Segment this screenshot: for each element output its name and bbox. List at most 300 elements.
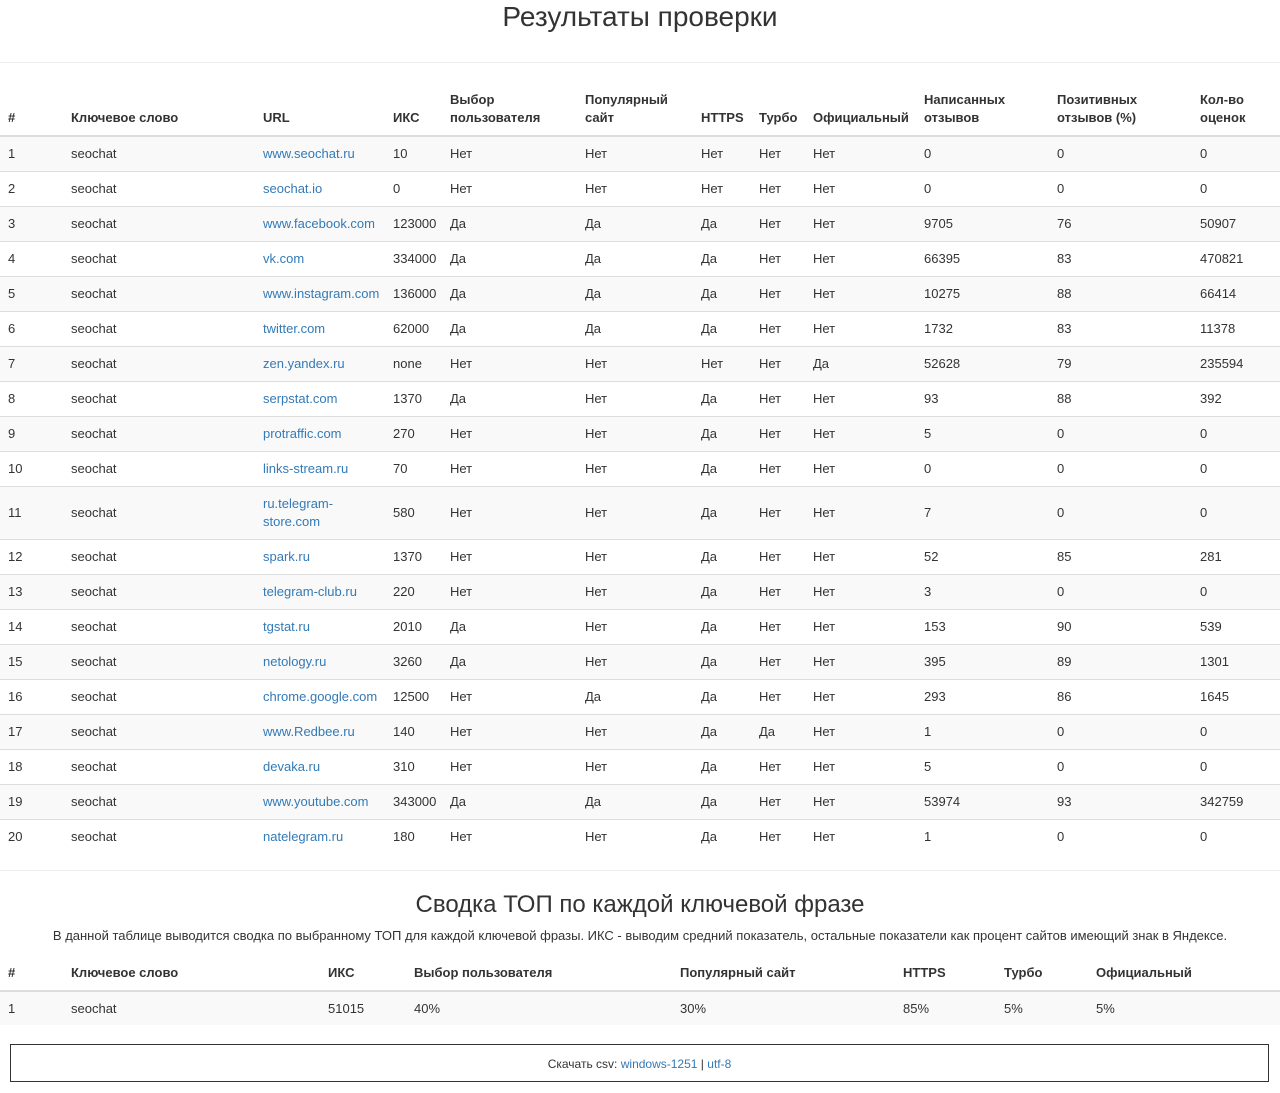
cell-official: Нет (805, 451, 916, 486)
cell-url (255, 644, 385, 679)
table-row (0, 451, 1280, 486)
cell-ratings: 342759 (1192, 784, 1280, 819)
cell-positive: 0 (1049, 819, 1192, 854)
cell-https: Да (693, 819, 751, 854)
cell-ratings: 66414 (1192, 276, 1280, 311)
cell-iks: 0 (385, 171, 442, 206)
cell-user-choice: Да (442, 276, 577, 311)
cell-positive: 0 (1049, 749, 1192, 784)
cell-https: Да (693, 784, 751, 819)
cell-url (255, 574, 385, 609)
summary-cell-turbo: 5% (996, 991, 1088, 1025)
cell-official: Нет (805, 311, 916, 346)
cell-iks: 140 (385, 714, 442, 749)
cell-ratings: 50907 (1192, 206, 1280, 241)
cell-keyword: seochat (63, 539, 255, 574)
cell-keyword: seochat (63, 171, 255, 206)
cell-reviews: 5 (916, 416, 1049, 451)
cell-ratings: 235594 (1192, 346, 1280, 381)
cell-popular: Да (577, 679, 693, 714)
cell-iks: 136000 (385, 276, 442, 311)
cell-official: Нет (805, 679, 916, 714)
cell-turbo: Нет (751, 819, 805, 854)
summary-note: В данной таблице выводится сводка по выбранному ТОП для каждой ключевой фразы. ИКС - выводим средний показатель, остальные показатели как процент сайтов имеющий знак в Яндексе. (52, 928, 1228, 943)
url-link[interactable]: www.seochat.ru (263, 145, 355, 161)
cell-reviews: 0 (916, 171, 1049, 206)
cell-ratings: 1645 (1192, 679, 1280, 714)
cell-popular: Да (577, 241, 693, 276)
cell-num: 7 (0, 346, 63, 381)
table-row (0, 644, 1280, 679)
cell-ratings: 392 (1192, 381, 1280, 416)
cell-iks: 1370 (385, 539, 442, 574)
col-turbo-header: Турбо (751, 88, 805, 136)
cell-reviews: 66395 (916, 241, 1049, 276)
cell-turbo: Нет (751, 609, 805, 644)
cell-user-choice: Нет (442, 416, 577, 451)
table-row (0, 171, 1280, 206)
cell-popular: Нет (577, 574, 693, 609)
url-link[interactable]: www.instagram.com (263, 285, 380, 301)
cell-popular: Нет (577, 486, 693, 539)
table-row (0, 346, 1280, 381)
cell-ratings: 0 (1192, 486, 1280, 539)
table-row (0, 679, 1280, 714)
cell-num: 13 (0, 574, 63, 609)
url-link[interactable]: natelegram.ru (263, 828, 344, 844)
cell-positive: 83 (1049, 311, 1192, 346)
cell-url (255, 749, 385, 784)
cell-popular: Нет (577, 819, 693, 854)
cell-ratings: 0 (1192, 171, 1280, 206)
cell-user-choice: Нет (442, 486, 577, 539)
cell-official: Нет (805, 206, 916, 241)
cell-iks: 220 (385, 574, 442, 609)
cell-turbo: Нет (751, 539, 805, 574)
table-row (0, 609, 1280, 644)
cell-ratings: 1301 (1192, 644, 1280, 679)
cell-https: Да (693, 381, 751, 416)
cell-turbo: Нет (751, 451, 805, 486)
url-link[interactable]: serpstat.com (263, 390, 338, 406)
summary-keyword-header: Ключевое слово (63, 961, 320, 991)
results-header-row (0, 88, 1280, 136)
divider (0, 870, 1280, 871)
cell-reviews: 1732 (916, 311, 1049, 346)
cell-ratings: 281 (1192, 539, 1280, 574)
table-row (0, 206, 1280, 241)
cell-turbo: Нет (751, 346, 805, 381)
summary-cell-num: 1 (0, 991, 63, 1025)
cell-url (255, 276, 385, 311)
cell-official: Нет (805, 574, 916, 609)
cell-reviews: 1 (916, 714, 1049, 749)
cell-iks: 10 (385, 136, 442, 171)
cell-ratings: 470821 (1192, 241, 1280, 276)
cell-turbo: Нет (751, 311, 805, 346)
summary-official-header: Официальный (1088, 961, 1280, 991)
col-url-header: URL (255, 88, 385, 136)
cell-popular: Нет (577, 539, 693, 574)
cell-user-choice: Нет (442, 749, 577, 784)
download-utf8-link[interactable]: utf-8 (707, 1057, 732, 1071)
cell-num: 5 (0, 276, 63, 311)
cell-user-choice: Да (442, 609, 577, 644)
cell-turbo: Нет (751, 206, 805, 241)
cell-https: Да (693, 609, 751, 644)
table-row (0, 539, 1280, 574)
cell-url (255, 539, 385, 574)
cell-iks: none (385, 346, 442, 381)
cell-official: Нет (805, 486, 916, 539)
cell-turbo: Нет (751, 416, 805, 451)
cell-reviews: 0 (916, 136, 1049, 171)
cell-url (255, 784, 385, 819)
cell-num: 20 (0, 819, 63, 854)
cell-https: Да (693, 749, 751, 784)
cell-turbo: Нет (751, 749, 805, 784)
cell-reviews: 53974 (916, 784, 1049, 819)
col-https-header: HTTPS (693, 88, 751, 136)
cell-official: Нет (805, 819, 916, 854)
cell-popular: Да (577, 276, 693, 311)
cell-user-choice: Да (442, 311, 577, 346)
table-row (0, 784, 1280, 819)
cell-official: Нет (805, 784, 916, 819)
cell-official: Нет (805, 749, 916, 784)
cell-popular: Нет (577, 136, 693, 171)
cell-https: Да (693, 679, 751, 714)
cell-ratings: 0 (1192, 136, 1280, 171)
summary-https-header: HTTPS (895, 961, 996, 991)
cell-positive: 86 (1049, 679, 1192, 714)
cell-url (255, 679, 385, 714)
cell-https: Да (693, 416, 751, 451)
cell-official: Нет (805, 609, 916, 644)
cell-reviews: 9705 (916, 206, 1049, 241)
cell-num: 12 (0, 539, 63, 574)
cell-user-choice: Нет (442, 346, 577, 381)
cell-iks: 343000 (385, 784, 442, 819)
summary-user-choice-header: Выбор пользователя (406, 961, 672, 991)
cell-official: Нет (805, 539, 916, 574)
url-link[interactable]: vk.com (263, 250, 305, 266)
cell-positive: 90 (1049, 609, 1192, 644)
cell-turbo: Нет (751, 679, 805, 714)
cell-positive: 0 (1049, 714, 1192, 749)
url-link[interactable]: netology.ru (263, 653, 327, 669)
cell-url (255, 819, 385, 854)
url-link[interactable]: www.youtube.com (263, 793, 369, 809)
table-row (0, 819, 1280, 854)
cell-user-choice: Нет (442, 574, 577, 609)
summary-title: Сводка ТОП по каждой ключевой фразе (415, 891, 865, 918)
cell-keyword: seochat (63, 644, 255, 679)
cell-num: 16 (0, 679, 63, 714)
download-csv-box (10, 1044, 1269, 1082)
summary-cell-popular: 30% (672, 991, 895, 1025)
cell-user-choice: Нет (442, 819, 577, 854)
cell-ratings: 539 (1192, 609, 1280, 644)
cell-url (255, 486, 385, 539)
cell-num: 11 (0, 486, 63, 539)
cell-turbo: Нет (751, 644, 805, 679)
cell-keyword: seochat (63, 609, 255, 644)
cell-turbo: Нет (751, 136, 805, 171)
cell-user-choice: Да (442, 644, 577, 679)
cell-user-choice: Да (442, 381, 577, 416)
cell-iks: 3260 (385, 644, 442, 679)
cell-https: Да (693, 451, 751, 486)
cell-reviews: 293 (916, 679, 1049, 714)
cell-iks: 62000 (385, 311, 442, 346)
cell-ratings: 0 (1192, 819, 1280, 854)
cell-ratings: 0 (1192, 451, 1280, 486)
cell-https: Нет (693, 136, 751, 171)
cell-popular: Нет (577, 644, 693, 679)
cell-positive: 79 (1049, 346, 1192, 381)
cell-reviews: 395 (916, 644, 1049, 679)
cell-url (255, 381, 385, 416)
url-link[interactable]: twitter.com (263, 320, 326, 336)
summary-popular-header: Популярный сайт (672, 961, 895, 991)
cell-num: 1 (0, 136, 63, 171)
url-link[interactable]: chrome.google.com (263, 688, 378, 704)
cell-https: Да (693, 241, 751, 276)
cell-positive: 0 (1049, 171, 1192, 206)
cell-positive: 0 (1049, 486, 1192, 539)
cell-official: Нет (805, 714, 916, 749)
cell-turbo: Нет (751, 486, 805, 539)
cell-iks: 1370 (385, 381, 442, 416)
cell-user-choice: Нет (442, 714, 577, 749)
cell-popular: Да (577, 784, 693, 819)
cell-num: 15 (0, 644, 63, 679)
url-link[interactable]: www.facebook.com (263, 215, 375, 231)
cell-num: 10 (0, 451, 63, 486)
cell-reviews: 7 (916, 486, 1049, 539)
cell-url (255, 136, 385, 171)
cell-num: 19 (0, 784, 63, 819)
url-link[interactable]: links-stream.ru (263, 460, 349, 476)
url-link[interactable]: ru.telegram-store.com (263, 495, 334, 529)
cell-url (255, 451, 385, 486)
cell-https: Да (693, 574, 751, 609)
divider (0, 62, 1280, 63)
cell-user-choice: Нет (442, 539, 577, 574)
summary-cell-official: 5% (1088, 991, 1280, 1025)
cell-positive: 83 (1049, 241, 1192, 276)
cell-popular: Нет (577, 749, 693, 784)
url-link[interactable]: telegram-club.ru (263, 583, 357, 599)
cell-popular: Да (577, 206, 693, 241)
url-link[interactable]: devaka.ru (263, 758, 321, 774)
cell-url (255, 714, 385, 749)
cell-official: Нет (805, 276, 916, 311)
cell-https: Да (693, 311, 751, 346)
cell-turbo: Нет (751, 276, 805, 311)
cell-positive: 0 (1049, 416, 1192, 451)
cell-keyword: seochat (63, 451, 255, 486)
cell-popular: Нет (577, 346, 693, 381)
cell-num: 17 (0, 714, 63, 749)
cell-user-choice: Нет (442, 136, 577, 171)
cell-positive: 85 (1049, 539, 1192, 574)
cell-official: Нет (805, 416, 916, 451)
col-positive-header: Позитивных отзывов (%) (1049, 88, 1192, 136)
cell-keyword: seochat (63, 784, 255, 819)
cell-official: Нет (805, 136, 916, 171)
cell-turbo: Нет (751, 784, 805, 819)
cell-keyword: seochat (63, 679, 255, 714)
cell-https: Да (693, 539, 751, 574)
table-row (0, 241, 1280, 276)
cell-https: Нет (693, 171, 751, 206)
cell-user-choice: Да (442, 241, 577, 276)
cell-keyword: seochat (63, 136, 255, 171)
cell-url (255, 171, 385, 206)
cell-popular: Нет (577, 714, 693, 749)
results-table (0, 88, 1280, 854)
col-user-choice-header: Выбор пользователя (442, 88, 577, 136)
url-link[interactable]: tgstat.ru (263, 618, 310, 634)
cell-reviews: 153 (916, 609, 1049, 644)
cell-num: 4 (0, 241, 63, 276)
cell-keyword: seochat (63, 749, 255, 784)
summary-cell-keyword: seochat (63, 991, 320, 1025)
col-official-header: Официальный (805, 88, 916, 136)
cell-keyword: seochat (63, 241, 255, 276)
table-row (0, 276, 1280, 311)
cell-url (255, 241, 385, 276)
url-link[interactable]: zen.yandex.ru (263, 355, 345, 371)
cell-https: Да (693, 644, 751, 679)
cell-iks: 580 (385, 486, 442, 539)
cell-https: Да (693, 486, 751, 539)
cell-iks: 270 (385, 416, 442, 451)
cell-positive: 93 (1049, 784, 1192, 819)
cell-num: 2 (0, 171, 63, 206)
cell-https: Нет (693, 346, 751, 381)
cell-official: Нет (805, 171, 916, 206)
cell-keyword: seochat (63, 276, 255, 311)
cell-popular: Нет (577, 451, 693, 486)
download-label: Скачать csv: (547, 1057, 618, 1071)
table-row (0, 749, 1280, 784)
cell-ratings: 11378 (1192, 311, 1280, 346)
download-separator: | (700, 1057, 704, 1071)
summary-row (0, 991, 1280, 1025)
cell-turbo: Нет (751, 381, 805, 416)
download-windows-1251-link[interactable]: windows-1251 (620, 1057, 698, 1071)
cell-url (255, 311, 385, 346)
url-link[interactable]: spark.ru (263, 548, 310, 564)
cell-url (255, 346, 385, 381)
table-row (0, 136, 1280, 171)
table-row (0, 714, 1280, 749)
cell-num: 3 (0, 206, 63, 241)
cell-ratings: 0 (1192, 416, 1280, 451)
cell-popular: Да (577, 311, 693, 346)
cell-reviews: 93 (916, 381, 1049, 416)
cell-num: 18 (0, 749, 63, 784)
cell-num: 6 (0, 311, 63, 346)
cell-popular: Нет (577, 171, 693, 206)
summary-cell-user-choice: 40% (406, 991, 672, 1025)
cell-keyword: seochat (63, 381, 255, 416)
cell-reviews: 5 (916, 749, 1049, 784)
cell-user-choice: Нет (442, 679, 577, 714)
cell-keyword: seochat (63, 346, 255, 381)
cell-iks: 2010 (385, 609, 442, 644)
cell-turbo: Нет (751, 574, 805, 609)
cell-ratings: 0 (1192, 749, 1280, 784)
cell-keyword: seochat (63, 574, 255, 609)
cell-reviews: 52628 (916, 346, 1049, 381)
cell-iks: 334000 (385, 241, 442, 276)
col-ratings-header: Кол-во оценок (1192, 88, 1280, 136)
cell-keyword: seochat (63, 311, 255, 346)
page-title: Результаты проверки (502, 1, 778, 32)
cell-positive: 76 (1049, 206, 1192, 241)
cell-keyword: seochat (63, 206, 255, 241)
cell-iks: 12500 (385, 679, 442, 714)
url-link[interactable]: protraffic.com (263, 425, 342, 441)
cell-https: Да (693, 206, 751, 241)
cell-keyword: seochat (63, 714, 255, 749)
cell-keyword: seochat (63, 819, 255, 854)
table-row (0, 311, 1280, 346)
cell-iks: 180 (385, 819, 442, 854)
cell-user-choice: Нет (442, 451, 577, 486)
table-row (0, 416, 1280, 451)
cell-url (255, 206, 385, 241)
cell-turbo: Нет (751, 171, 805, 206)
cell-user-choice: Нет (442, 171, 577, 206)
col-popular-header: Популярный сайт (577, 88, 693, 136)
cell-iks: 123000 (385, 206, 442, 241)
url-link[interactable]: www.Redbee.ru (263, 723, 355, 739)
table-row (0, 574, 1280, 609)
cell-iks: 310 (385, 749, 442, 784)
cell-reviews: 52 (916, 539, 1049, 574)
cell-positive: 88 (1049, 381, 1192, 416)
cell-ratings: 0 (1192, 574, 1280, 609)
cell-reviews: 1 (916, 819, 1049, 854)
cell-official: Нет (805, 381, 916, 416)
cell-popular: Нет (577, 609, 693, 644)
cell-reviews: 0 (916, 451, 1049, 486)
cell-user-choice: Да (442, 206, 577, 241)
cell-url (255, 609, 385, 644)
col-iks-header: ИКС (385, 88, 442, 136)
cell-turbo: Да (751, 714, 805, 749)
col-reviews-header: Написанных отзывов (916, 88, 1049, 136)
summary-iks-header: ИКС (320, 961, 406, 991)
cell-popular: Нет (577, 381, 693, 416)
cell-num: 8 (0, 381, 63, 416)
cell-https: Да (693, 276, 751, 311)
cell-num: 14 (0, 609, 63, 644)
cell-reviews: 10275 (916, 276, 1049, 311)
summary-cell-iks: 51015 (320, 991, 406, 1025)
cell-positive: 0 (1049, 451, 1192, 486)
cell-num: 9 (0, 416, 63, 451)
cell-official: Да (805, 346, 916, 381)
url-link[interactable]: seochat.io (263, 180, 323, 196)
col-num-header: # (0, 88, 63, 136)
cell-user-choice: Да (442, 784, 577, 819)
